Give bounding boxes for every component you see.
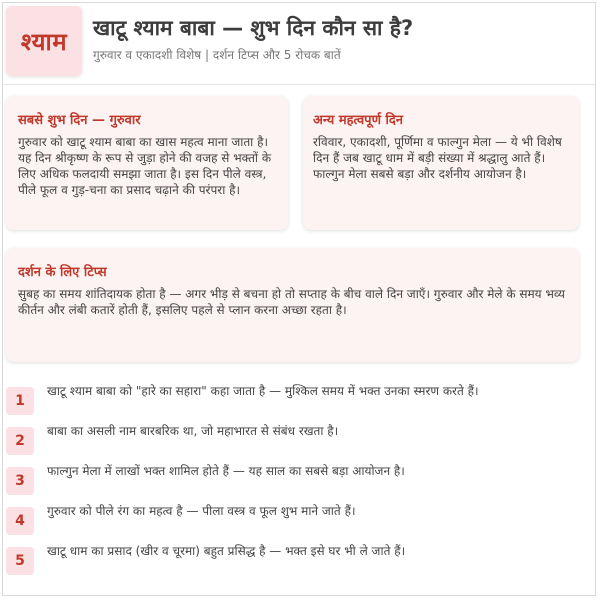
number-badge: 5 [6, 547, 34, 575]
number-badge: 3 [6, 467, 34, 495]
facts-list [6, 380, 586, 580]
list-item [6, 380, 586, 420]
list-item [6, 540, 586, 580]
card-body: रविवार, एकादशी, पूर्णिमा व फाल्गुन मेला — ये भी विशेष दिन हैं जब खाटू धाम में बड़ी संख्या में श्रद्धालु आते हैं। फाल्गुन मेला सबसे बड़ा और दर्शनीय आयोजन है। [313, 135, 562, 181]
fact-text: फाल्गुन मेला में लाखों भक्त शामिल होते हैं — यह साल का सबसे बड़ा आयोजन है। [47, 464, 405, 478]
logo-badge [6, 6, 82, 76]
card-body: गुरुवार को खाटू श्याम बाबा का खास महत्व माना जाता है। यह दिन श्रीकृष्ण के रूप से जुड़ा होने की वजह से भक्तों के लिए अधिक फलदायी समझा जाता है। इस दिन पीले वस्त्र, पीले फूल व गुड़-चना का प्रसाद चढ़ाने की परंपरा है। [18, 135, 272, 197]
number-badge: 2 [6, 427, 34, 455]
header-divider [3, 84, 595, 85]
number-badge: 4 [6, 507, 34, 535]
card-heading: सबसे शुभ दिन — गुरुवार [18, 113, 141, 128]
logo-text: श्याम [20, 27, 68, 56]
card-heading: दर्शन के लिए टिप्स [18, 265, 107, 280]
card-other-days [303, 96, 579, 230]
card-best-day [6, 96, 288, 230]
page-title: खाटू श्याम बाबा — शुभ दिन कौन सा है? [93, 16, 414, 40]
list-item [6, 500, 586, 540]
card-darshan-tips [6, 248, 579, 362]
card-heading: अन्य महत्वपूर्ण दिन [313, 113, 403, 128]
fact-text: खाटू धाम का प्रसाद (खीर व चूरमा) बहुत प्रसिद्ध है — भक्त इसे घर भी ले जाते हैं। [47, 544, 406, 558]
fact-text: गुरुवार को पीले रंग का महत्व है — पीला वस्त्र व फूल शुभ माने जाते हैं। [47, 504, 356, 518]
list-item [6, 420, 586, 460]
fact-text: बाबा का असली नाम बारबरिक था, जो महाभारत से संबंध रखता है। [47, 424, 339, 438]
page-subtitle: गुरुवार व एकादशी विशेष | दर्शन टिप्स और 5 रोचक बातें [93, 48, 341, 62]
list-item [6, 460, 586, 500]
fact-text: खाटू श्याम बाबा को "हारे का सहारा" कहा जाता है — मुश्किल समय में भक्त उनका स्मरण करते हैं। [47, 384, 479, 398]
number-badge: 1 [6, 387, 34, 415]
card-body: सुबह का समय शांतिदायक होता है — अगर भीड़ से बचना हो तो सप्ताह के बीच वाले दिन जाएँ। गुरुवार और मेले के समय भव्य कीर्तन और लंबी कतारें होती हैं, इसलिए पहले से प्लान करना अच्छा रहता है। [18, 287, 565, 317]
